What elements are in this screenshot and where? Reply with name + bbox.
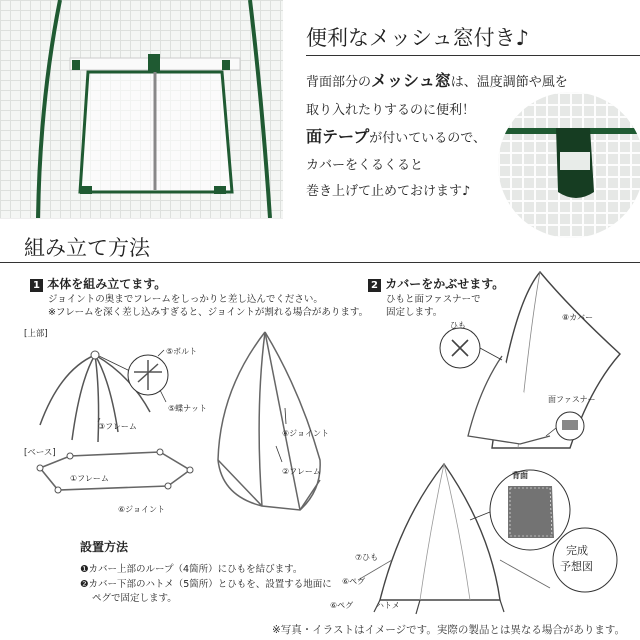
callout-wing-nut: ⑤蝶ナット	[168, 404, 208, 413]
mesh-line3	[306, 124, 486, 147]
mesh-line5: 巻き上げて止めておけます♪	[306, 184, 471, 199]
callout-frame-body: ②フレーム	[282, 467, 321, 476]
footnote: ※写真・イラストはイメージです。実際の製品とは異なる場合があります。	[272, 624, 625, 636]
callout-frame-top: ③フレーム	[98, 422, 137, 431]
step2-number-badge: 2	[368, 279, 381, 292]
callout-grommet: ハトメ	[376, 601, 400, 610]
callout-string-final: ⑦ひも	[355, 553, 379, 562]
mesh-title-rule	[306, 55, 640, 56]
step1-desc2: ※フレームを深く差し込みすぎると、ジョイントが割れる場合があります。	[48, 307, 369, 318]
mesh-line2: 取り入れたりするのに便利！	[306, 103, 476, 118]
mesh-window-photo	[0, 0, 283, 219]
step1-number-badge: 1	[30, 279, 43, 292]
install-step2b: ペグで固定します。	[92, 593, 177, 604]
install-step2a: ❷カバー下部のハトメ（5箇所）とひもを、設置する地面に	[80, 579, 332, 590]
callout-fastener: 面ファスナー	[548, 395, 596, 404]
install-step1: ❶カバー上部のループ（4箇所）にひもを結びます。	[80, 564, 303, 575]
step1-heading: 本体を組み立てます。	[47, 277, 167, 291]
mesh-window-drawing	[0, 0, 283, 218]
callout-cover: ⑧カバー	[562, 313, 594, 322]
step1-desc1: ジョイントの奥までフレームをしっかりと差し込んでください。	[48, 294, 323, 305]
mesh-title: 便利なメッシュ窓付き♪	[306, 26, 529, 50]
install-title: 設置方法	[80, 540, 129, 554]
assembly-title-rule	[0, 262, 640, 263]
mesh-line1-pre: 背面部分の	[306, 75, 372, 90]
callout-frame-base: ①フレーム	[70, 474, 109, 483]
back-label: 背面	[512, 471, 528, 480]
base-part-label: [ベース]	[24, 448, 56, 458]
preview-line1: 完成	[566, 544, 588, 557]
mesh-line1-bold: メッシュ窓	[371, 71, 451, 90]
preview-line2: 予想図	[560, 560, 593, 573]
callout-peg-1: ⑥ペグ	[342, 577, 366, 586]
fastener-zoom-drawing	[498, 92, 640, 238]
assembly-title: 組み立て方法	[24, 236, 150, 260]
mesh-line1	[306, 68, 568, 91]
step1-heading-row	[30, 275, 166, 292]
mesh-line3-bold: 面テープ	[306, 127, 370, 146]
top-part-label: [上部]	[24, 329, 48, 339]
mesh-line3-post: が付いているので、	[369, 131, 486, 146]
callout-joint-base: ⑥ジョイント	[118, 505, 166, 514]
fastener-zoom-photo	[498, 92, 640, 238]
callout-string-step2: ひも	[450, 321, 466, 330]
callout-joint-body: ④ジョイント	[282, 429, 330, 438]
step2-illustration	[430, 268, 640, 468]
step2-heading: カバーをかぶせます。	[385, 277, 505, 291]
mesh-line1-post: は、温度調節や風を	[450, 75, 568, 90]
step2-desc1: ひもと面ファスナーで	[386, 294, 481, 305]
final-preview-illustration	[340, 460, 640, 620]
callout-peg-2: ⑥ペグ	[330, 601, 354, 610]
step2-desc2: 固定します。	[386, 307, 443, 318]
callout-bolt: ⑤ボルト	[166, 347, 198, 356]
mesh-line4: カバーをくるくると	[306, 158, 424, 173]
